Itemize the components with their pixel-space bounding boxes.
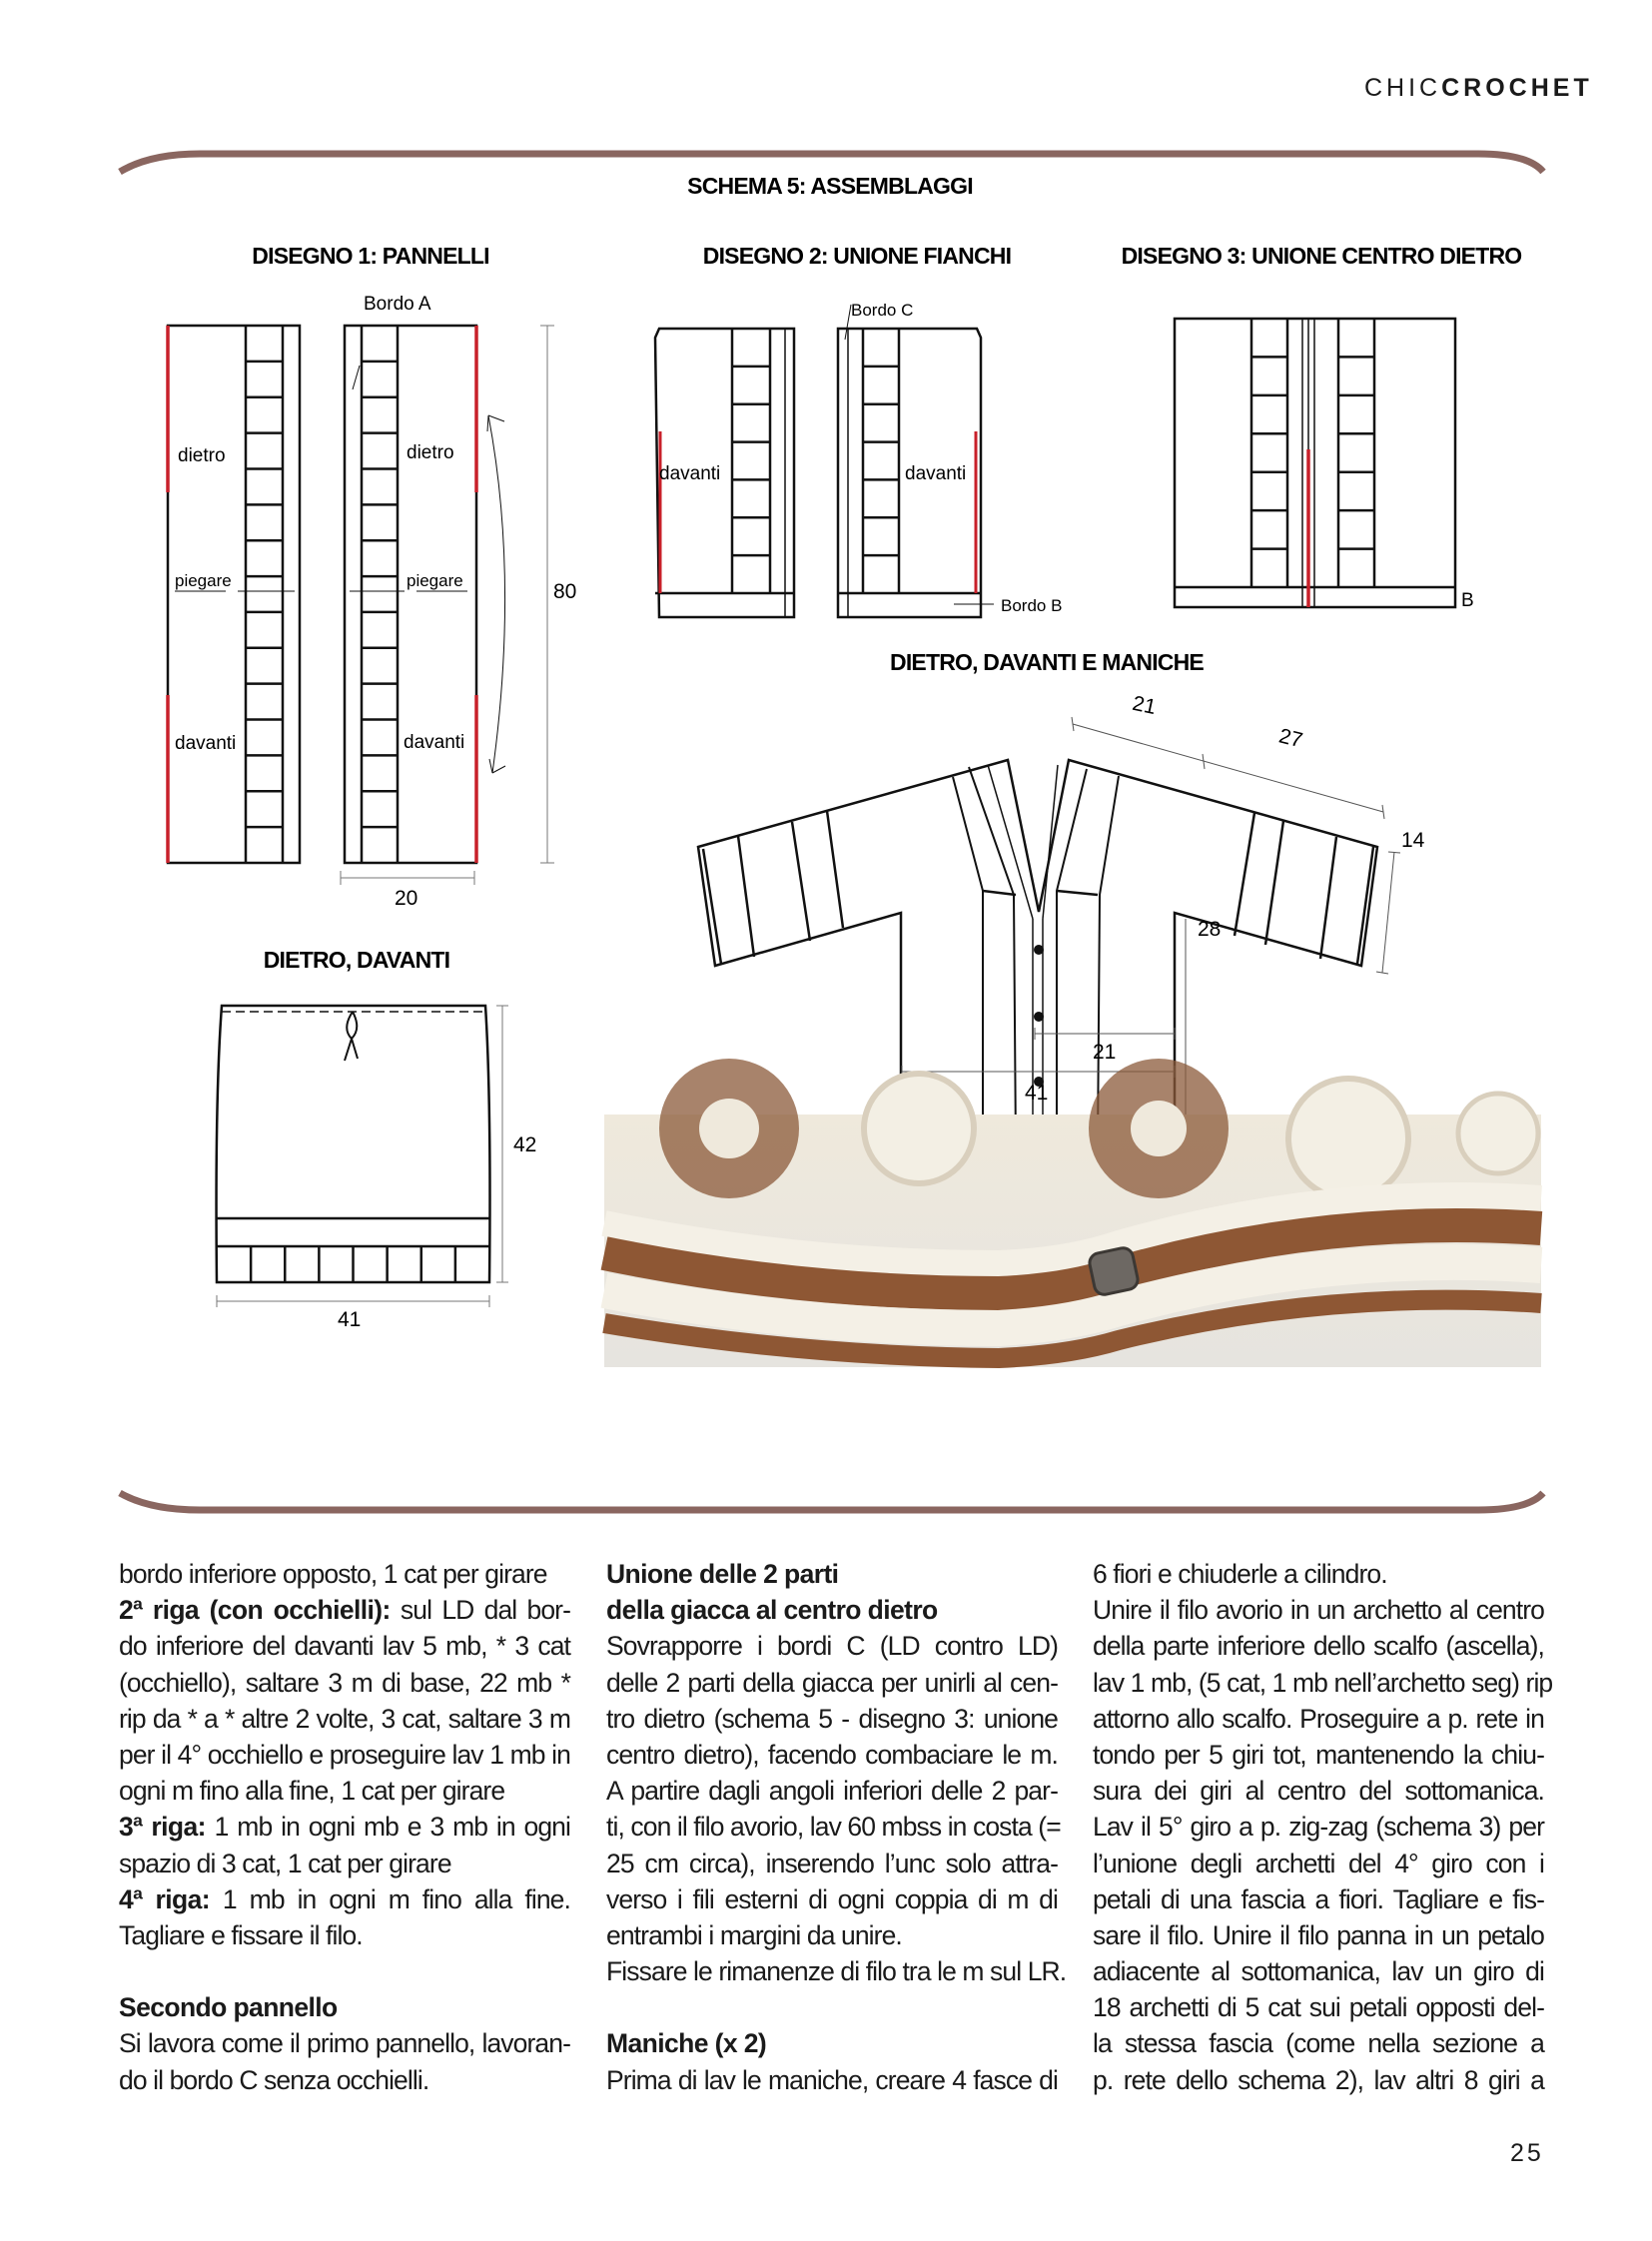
bold-lead: Maniche (x 2) [606,2028,767,2059]
d2-left-davanti-label: davanti [659,463,721,484]
disegno-3-back-join [1175,319,1455,607]
panel1-dietro-label: dietro [178,445,226,466]
line-text: sura dei giri al centro del sottomanica. [1093,1776,1544,1807]
text-line [606,1989,1058,2025]
line-text: lav 1 mb, (5 cat, 1 mb nell’archetto seg) rip [1093,1667,1553,1698]
line-text: petali di una fascia a fiori. Tagliare e fis- [1093,1883,1544,1914]
bold-lead: 2ª riga (con occhielli): [119,1595,391,1626]
line-text: della parte inferiore dello scalfo (ascella), [1093,1631,1544,1662]
jacket-shoulder-dim: 21 [1130,691,1159,720]
line-text: verso i fili esterni di ogni coppia di m di [606,1883,1058,1914]
line-text: 1 mb in ogni m fino alla fine. [209,1883,570,1914]
text-line [119,1773,570,1809]
text-line [1093,1701,1544,1737]
text-line [1093,1628,1544,1664]
text-line [1093,1773,1544,1809]
line-text: p. rete dello schema 2), lav altri 8 giri a [1093,2064,1544,2095]
text-line [119,1953,570,1989]
skirt-width-dim: 41 [338,1308,362,1331]
text-line [1093,1737,1544,1773]
disegno-1-title: DISEGNO 1: PANNELLI [252,243,489,269]
text-line [606,1917,1058,1953]
page-number: 25 [1510,2139,1544,2167]
text-column-2 [606,1556,1067,2098]
bold-lead: Unione delle 2 parti [606,1559,839,1589]
crochet-detail-photo [604,1059,1541,1367]
line-text: Fissare le rimanenze di filo tra le m sul LR. [606,1956,1067,1987]
jacket-back-width-dim: 41 [1025,1082,1049,1105]
line-text: (occhiello), saltare 3 m di base, 22 mb * [119,1667,570,1698]
text-line [606,1701,1058,1737]
bold-lead: Secondo pannello [119,1992,338,2023]
d2-right-davanti-label: davanti [905,463,967,484]
line-text: tro dietro (schema 5 - disegno 3: unione [606,1703,1058,1734]
line-text: Unire il filo avorio in un archetto al centro [1093,1595,1544,1626]
text-line [606,1773,1058,1809]
line-text: Si lavora come il primo pannello, lavoran- [119,2028,570,2059]
text-line [606,1556,1058,1592]
line-text: Sovrapporre i bordi C (LD contro LD) [606,1631,1058,1662]
line-text: 1 mb in ogni mb e 3 mb in ogni [205,1812,570,1843]
text-line [119,1737,570,1773]
panel-height-dim: 80 [553,580,577,603]
text-line [119,2025,570,2061]
panel1-davanti-label: davanti [175,733,237,754]
line-text: entrambi i margini da unire. [606,1919,902,1950]
text-line [119,1628,570,1664]
line-text: bordo inferiore opposto, 1 cat per girare [119,1559,547,1589]
brand-light: CHIC [1364,74,1442,102]
line-text: do inferiore del davanti lav 5 mb, * 3 cat [119,1631,570,1662]
bordo-c-label: Bordo C [851,301,914,320]
panel1-piegare-label: piegare [175,571,232,590]
line-text: 25 cm circa), inserendo l’unc solo attra- [606,1848,1058,1878]
panel2-davanti-label: davanti [404,732,465,753]
line-text: A partire dagli angoli inferiori delle 2 par- [606,1776,1058,1807]
text-line [119,1809,570,1845]
skirt-diagram [217,1006,508,1307]
text-line [606,1628,1058,1664]
bold-lead: 3ª riga: [119,1812,206,1843]
line-text: spazio di 3 cat, 1 cat per girare [119,1848,451,1878]
text-line [119,1846,570,1881]
text-line [606,1953,1067,1989]
text-column-1 [119,1556,570,2098]
jacket-title: DIETRO, DAVANTI E MANICHE [890,649,1204,675]
panel2-dietro-label: dietro [407,442,454,463]
line-text: do il bordo C senza occhielli. [119,2064,429,2095]
text-line [119,1556,570,1592]
bordo-a-label: Bordo A [364,294,431,315]
text-line [1093,1809,1544,1845]
jacket-height-dim: 28 [1198,918,1222,941]
text-line [606,2062,1058,2098]
text-line [1093,1592,1544,1628]
line-text: Tagliare e fissare il filo. [119,1919,363,1950]
panel-width-dim: 20 [395,887,418,910]
line-text: Prima di lav le maniche, creare 4 fasce di [606,2064,1058,2095]
disegno-2-title: DISEGNO 2: UNIONE FIANCHI [702,243,1012,269]
text-line [119,2062,570,2098]
line-text: ti, con il filo avorio, lav 60 mbss in costa (= [606,1812,1061,1843]
line-text: per il 4° occhiello e proseguire lav 1 mb in [119,1739,570,1770]
line-text: Lav il 5° giro a p. zig-zag (schema 3) per [1093,1812,1544,1843]
text-line [606,1737,1058,1773]
text-line [606,1846,1058,1881]
text-line [1093,1556,1544,1592]
text-column-3 [1093,1556,1553,2098]
text-line [1093,1665,1553,1701]
text-line [1093,2062,1544,2098]
bottom-rule [120,1493,1543,1510]
text-line [119,1917,570,1953]
line-text: l’unione degli archetti del 4° giro con i [1093,1848,1544,1878]
d3-b-label: B [1461,590,1474,611]
text-line [606,1881,1058,1917]
skirt-height-dim: 42 [513,1133,537,1156]
text-line [119,1881,570,1917]
bold-lead: della giacca al centro dietro [606,1595,938,1626]
bordo-b-label: Bordo B [1001,596,1063,615]
text-line [1093,2025,1544,2061]
text-line [1093,1953,1544,1989]
skirt-title: DIETRO, DAVANTI [263,947,450,973]
brand-bold: CROCHET [1441,74,1593,102]
bold-lead: 4ª riga: [119,1883,210,1914]
line-text: adiacente al sottomanica, lav un giro di [1093,1956,1544,1987]
line-text: centro dietro), facendo combaciare le m. [606,1739,1058,1770]
text-line [119,1665,570,1701]
text-line [1093,1989,1544,2025]
text-line [606,2025,1058,2061]
disegno-1-panels [168,326,554,885]
line-text: sul LD dal bor- [390,1595,571,1626]
line-text: la stessa fascia (come nella sezione a [1093,2028,1544,2059]
text-line [606,1665,1058,1701]
line-text: 18 archetti di 5 cat sui petali opposti del- [1093,1992,1544,2023]
jacket-front-width-dim: 21 [1093,1041,1117,1064]
disegno-3-title: DISEGNO 3: UNIONE CENTRO DIETRO [1121,243,1522,269]
text-line [119,1989,570,2025]
line-text: sare il filo. Unire il filo panna in un petalo [1093,1919,1544,1950]
text-line [1093,1846,1544,1881]
text-line [1093,1917,1544,1953]
text-line [606,1592,1058,1628]
panel2-piegare-label: piegare [407,571,463,590]
text-line [1093,1881,1544,1917]
line-text: tondo per 5 giri tot, mantenendo la chiu- [1093,1739,1544,1770]
text-line [119,1592,570,1628]
line-text: 6 fiori e chiuderle a cilindro. [1093,1559,1387,1589]
jacket-cuff-dim: 14 [1401,829,1425,852]
disegno-2-side-join [655,305,994,617]
line-text: ogni m fino alla fine, 1 cat per girare [119,1776,505,1807]
text-line [606,1809,1061,1845]
top-rule [120,154,1543,172]
line-text: rip da * a * altre 2 volte, 3 cat, saltare 3 m [119,1703,570,1734]
jacket-sleeve-dim: 27 [1276,724,1305,753]
schema-title: SCHEMA 5: ASSEMBLAGGI [687,173,973,199]
line-text: attorno allo scalfo. Proseguire a p. rete in [1093,1703,1544,1734]
line-text: delle 2 parti della giacca per unirli al cen- [606,1667,1058,1698]
text-line [119,1701,570,1737]
